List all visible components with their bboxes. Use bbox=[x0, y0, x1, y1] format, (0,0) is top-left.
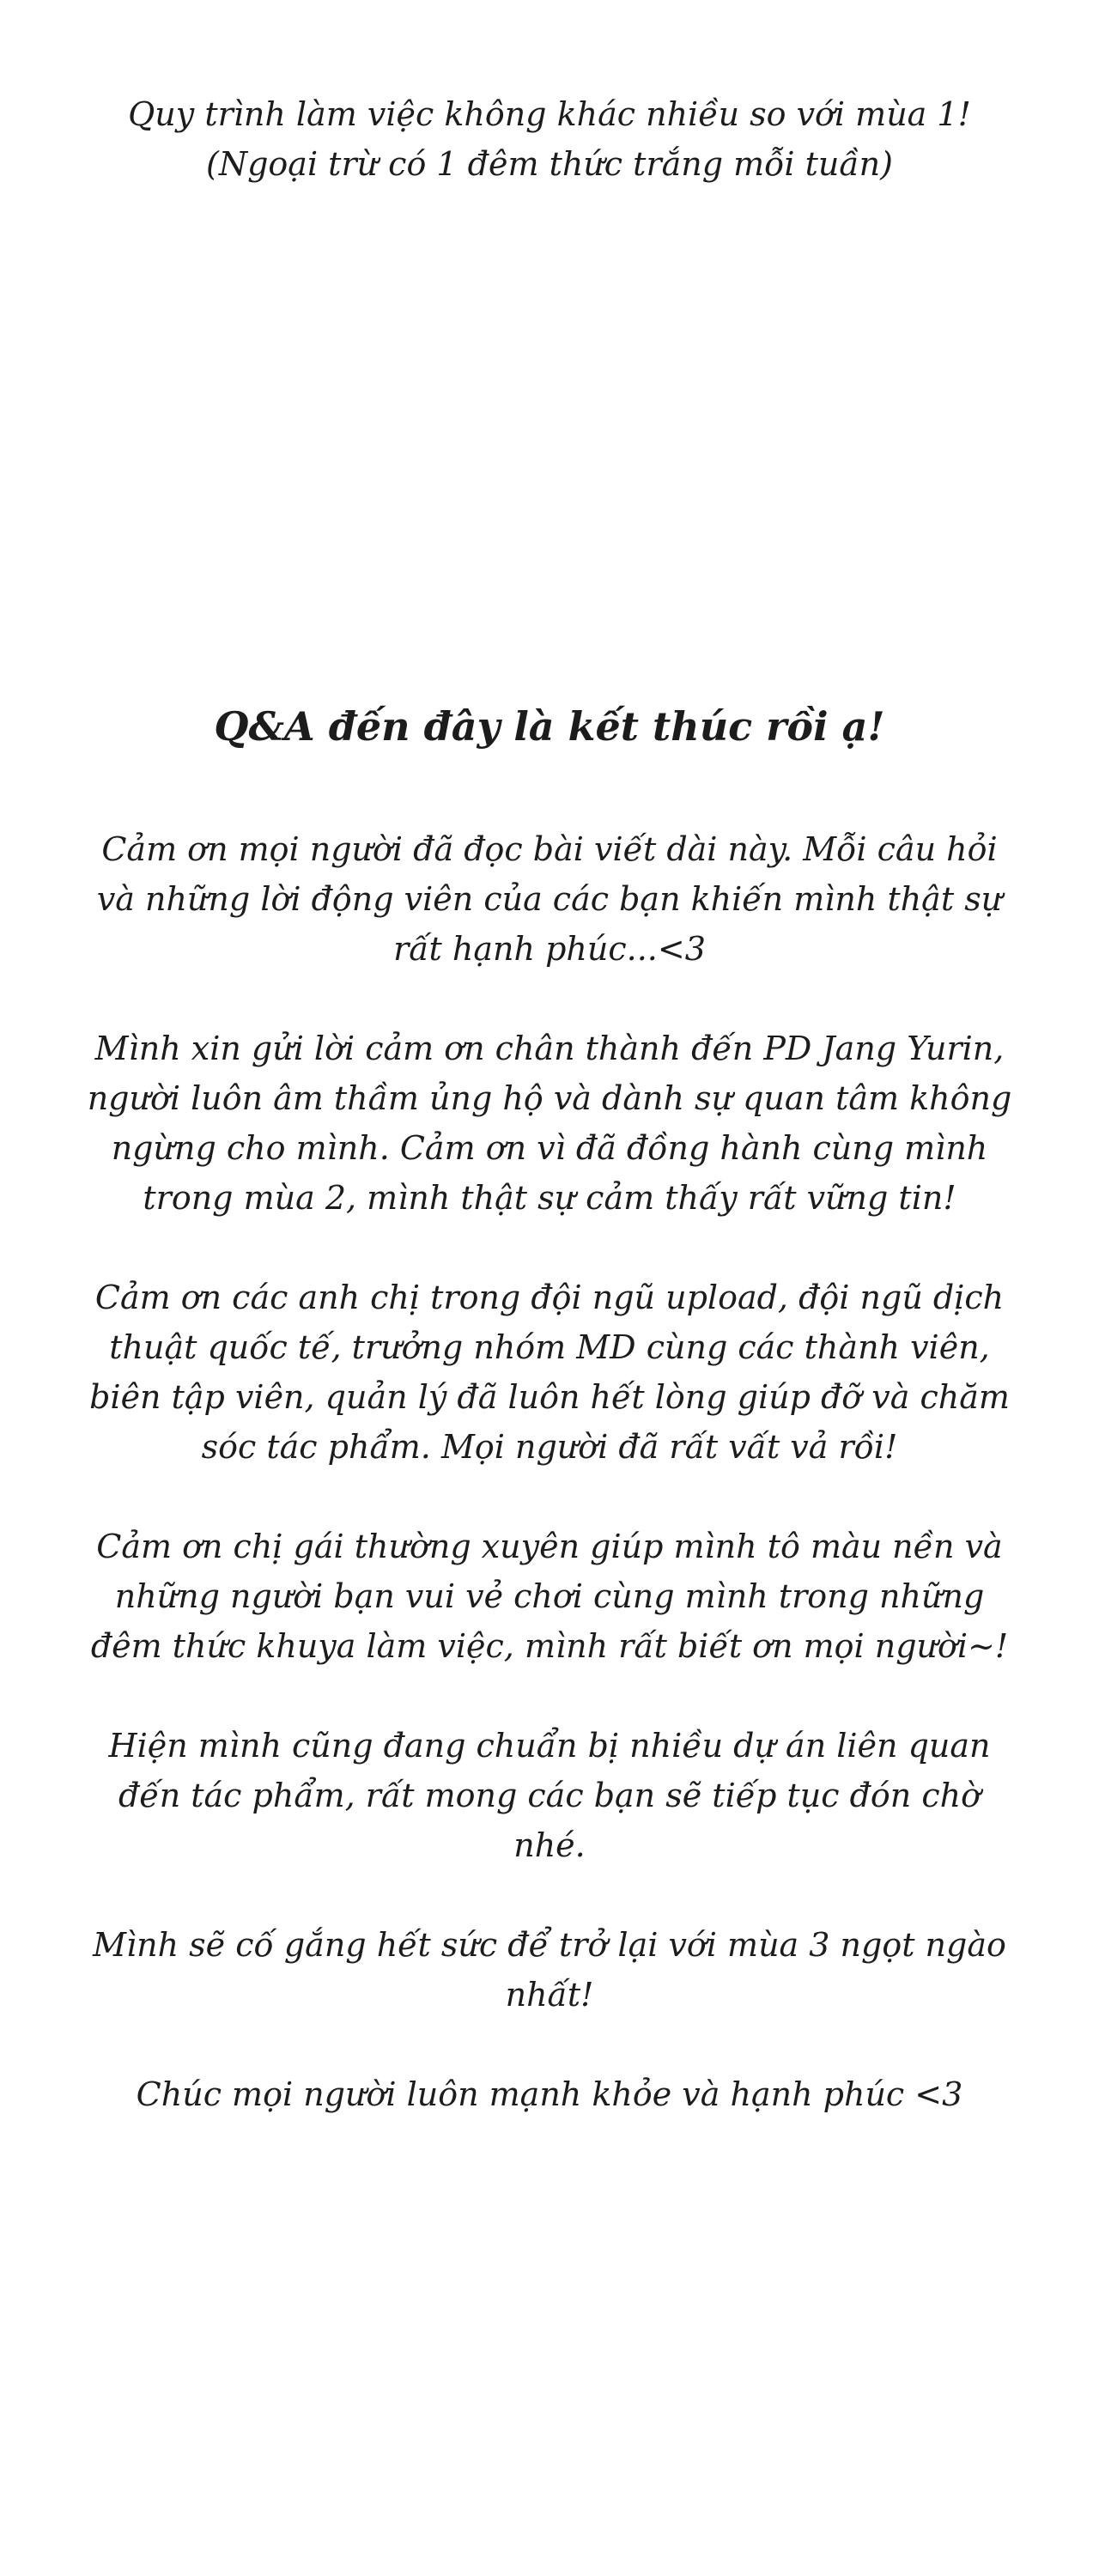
paragraph-line: Mình xin gửi lời cảm ơn chân thành đến PD Jang Yurin, bbox=[94, 1030, 1005, 1067]
intro-line: (Ngoại trừ có 1 đêm thức trắng mỗi tuần) bbox=[206, 145, 893, 183]
paragraph-thanks-friends bbox=[0, 1522, 1099, 1671]
paragraph-line: trong mùa 2, mình thật sự cảm thấy rất vững tin! bbox=[143, 1179, 956, 1217]
paragraph-line: những người bạn vui vẻ chơi cùng mình trong những bbox=[114, 1577, 985, 1615]
paragraph-line: người luôn âm thầm ủng hộ và dành sự quan tâm không bbox=[87, 1079, 1012, 1117]
paragraph-line: ngừng cho mình. Cảm ơn vì đã đồng hành cùng mình bbox=[111, 1129, 988, 1167]
paragraph-line: Chúc mọi người luôn mạnh khỏe và hạnh phúc <3 bbox=[136, 2075, 963, 2113]
paragraph-line: và những lời động viên của các bạn khiến mình thật sự bbox=[96, 880, 1003, 918]
paragraph-thanks-pd bbox=[0, 1024, 1099, 1223]
paragraph-season-three bbox=[0, 1920, 1099, 2020]
paragraph-upcoming-projects bbox=[0, 1721, 1099, 1870]
paragraph-line: Cảm ơn chị gái thường xuyên giúp mình tô màu nền và bbox=[96, 1528, 1003, 1565]
paragraph-closing-wish bbox=[0, 2069, 1099, 2119]
paragraph-thanks-team bbox=[0, 1273, 1099, 1472]
paragraph-thanks-readers bbox=[0, 824, 1099, 974]
intro-line: Quy trình làm việc không khác nhiều so với mùa 1! bbox=[128, 95, 971, 133]
paragraph-line: Cảm ơn mọi người đã đọc bài viết dài này. Mỗi câu hỏi bbox=[101, 830, 998, 868]
paragraph-line: thuật quốc tế, trưởng nhóm MD cùng các thành viên, bbox=[109, 1328, 990, 1366]
paragraph-line: nhất! bbox=[505, 1976, 594, 2014]
paragraph-line: rất hạnh phúc...<3 bbox=[393, 930, 706, 968]
closing-heading: Q&A đến đây là kết thúc rồi ạ! bbox=[214, 703, 885, 750]
paragraph-line: Cảm ơn các anh chị trong đội ngũ upload, đội ngũ dịch bbox=[94, 1279, 1005, 1316]
paragraph-line: biên tập viên, quản lý đã luôn hết lòng giúp đỡ và chăm bbox=[89, 1378, 1010, 1416]
paragraph-line: nhé. bbox=[513, 1826, 586, 1864]
paragraph-line: sóc tác phẩm. Mọi người đã rất vất vả rồi! bbox=[201, 1428, 898, 1466]
paragraph-line: đêm thức khuya làm việc, mình rất biết ơn mọi người~! bbox=[90, 1627, 1009, 1665]
paragraph-line: Mình sẽ cố gắng hết sức để trở lại với mùa 3 ngọt ngào bbox=[93, 1926, 1006, 1964]
paragraph-line: Hiện mình cũng đang chuẩn bị nhiều dự án liên quan bbox=[108, 1727, 991, 1765]
intro-note bbox=[0, 89, 1099, 189]
paragraph-line: đến tác phẩm, rất mong các bạn sẽ tiếp tục đón chờ bbox=[118, 1777, 981, 1814]
